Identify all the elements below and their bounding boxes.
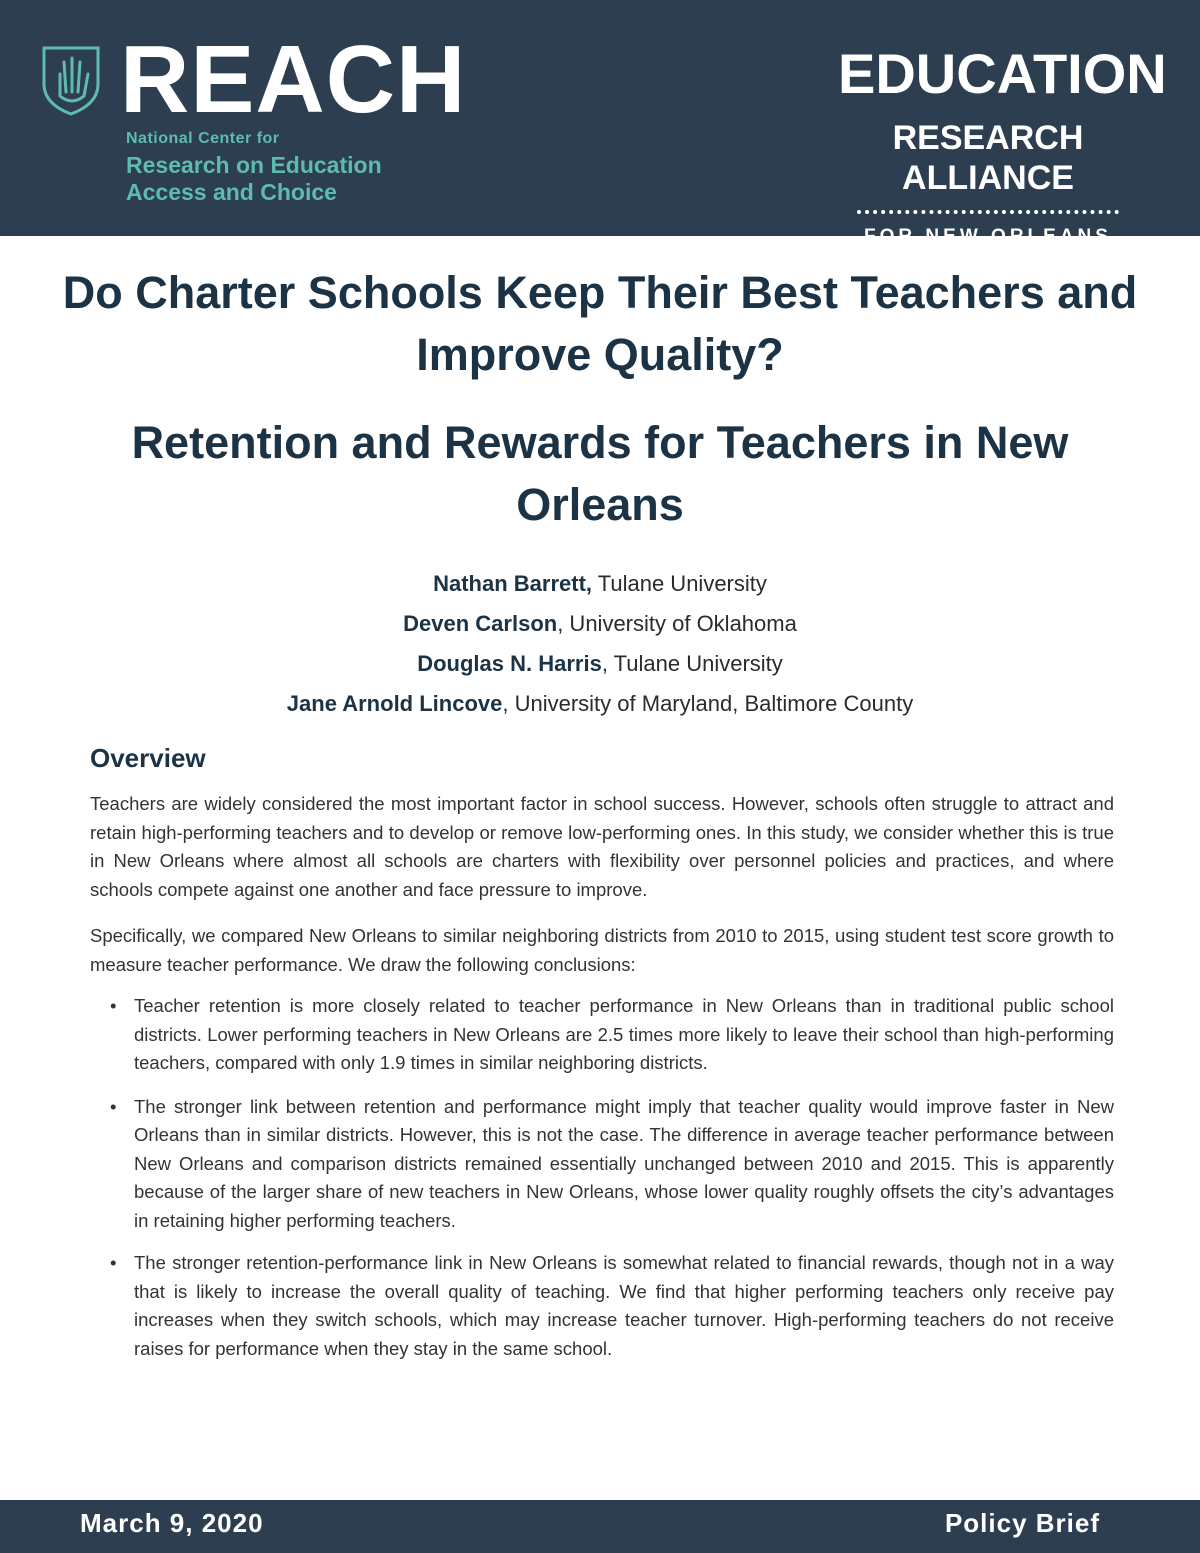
reach-tagline-2: Research on Education: [126, 152, 382, 178]
author-name: Jane Arnold Lincove: [286, 691, 503, 716]
author-list: [0, 564, 1200, 724]
author-name: Douglas N. Harris: [417, 651, 602, 676]
list-item-text: The stronger retention-performance link in New Orleans is somewhat related to financial rewards, though not in a way that is likely to increase the overall quality of teaching. We find that higher performing teachers only receive pay increases when they switch schools, which may increase teacher turnover. High-performing teachers do not receive raises for performance when they stay in the same school.: [134, 1252, 1114, 1359]
era-line-new-orleans: FOR NEW ORLEANS: [864, 226, 1112, 247]
overview-paragraph: Teachers are widely considered the most important factor in school success. However, schools often struggle to attract and retain high-performing teachers and to develop or remove low-performing ones. In this study, we consider whether this is true in New Orleans where almost all schools are charters with flexibility over personnel policies and practices, and where schools compete against one another and face pressure to improve.: [90, 793, 1114, 900]
author-affiliation: , University of Oklahoma: [557, 611, 797, 636]
list-item: [110, 1249, 1114, 1363]
dotted-divider: [857, 210, 1119, 214]
author-line: [0, 644, 1200, 684]
reach-tagline-3: Access and Choice: [126, 179, 337, 205]
author-affiliation: , University of Maryland, Baltimore County: [502, 691, 914, 716]
overview-paragraph: Specifically, we compared New Orleans to similar neighboring districts from 2010 to 2015, using student test score growth to measure teacher performance. We draw the following conclusions:: [90, 925, 1114, 975]
header-band: [0, 0, 1200, 247]
author-affiliation: , Tulane University: [601, 651, 783, 676]
list-item: [110, 1093, 1114, 1236]
footer-band: [0, 1500, 1200, 1553]
list-item: [110, 992, 1114, 1078]
author-name: Deven Carlson: [403, 611, 558, 636]
list-item-text: Teacher retention is more closely related to teacher performance in New Orleans than in traditional public school districts. Lower performing teachers in New Orleans are 2.5 times more likely to leave their school than high-performing teachers, compared with only 1.9 times in similar neighboring districts.: [134, 995, 1114, 1073]
era-logo: [838, 42, 1167, 248]
main-title: Do Charter Schools Keep Their Best Teachers and Improve Quality?: [62, 267, 1138, 380]
bullet-icon: •: [110, 1095, 117, 1117]
publication-date: March 9, 2020: [80, 1508, 264, 1538]
reach-wordmark: REACH: [120, 26, 467, 133]
overview-heading: Overview: [90, 743, 206, 773]
author-line: [0, 564, 1200, 604]
list-item-text: The stronger link between retention and performance might imply that teacher quality would improve faster in New Orleans than in similar districts. However, this is not the case. The difference in average teacher performance between New Orleans and comparison districts remained essentially unchanged between 2010 and 2015. This is apparently because of the larger share of new teachers in New Orleans, whose lower quality roughly offsets the city’s advantages in retaining higher performing teachers.: [134, 1095, 1114, 1231]
era-line-education: EDUCATION: [838, 42, 1167, 105]
era-line-research-alliance: RESEARCH ALLIANCE: [892, 119, 1084, 197]
author-name: Nathan Barrett,: [433, 571, 593, 596]
author-affiliation: Tulane University: [592, 571, 767, 596]
reach-tagline-1: National Center for: [126, 130, 280, 147]
bullet-icon: •: [110, 1252, 117, 1273]
document-type: Policy Brief: [944, 1508, 1100, 1538]
bullet-icon: •: [110, 995, 117, 1016]
author-line: [0, 604, 1200, 644]
hand-shield-logo-icon: [40, 44, 102, 116]
conclusions-list: [110, 992, 1114, 1377]
author-line: [0, 684, 1200, 724]
subtitle: Retention and Rewards for Teachers in New Orleans: [131, 417, 1069, 530]
